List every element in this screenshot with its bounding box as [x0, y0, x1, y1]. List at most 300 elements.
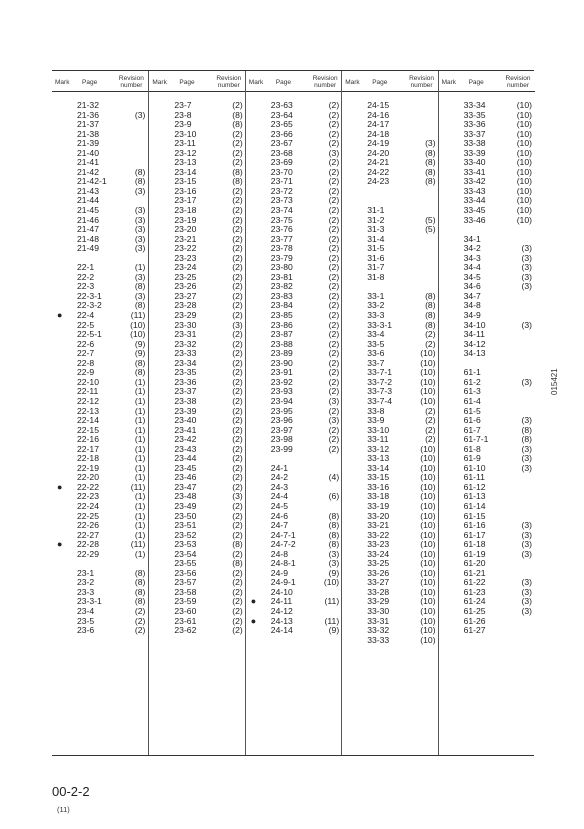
revision-cell: (2) — [328, 252, 340, 263]
revision-cell: (3) — [328, 147, 340, 158]
revision-cell: (2) — [232, 185, 243, 196]
page-cell: 33-25 — [367, 558, 390, 569]
revision-cell: (2) — [232, 596, 243, 607]
page-cell: 22-5 — [77, 319, 95, 330]
table-row — [52, 368, 148, 378]
revision-cell: (2) — [232, 147, 243, 158]
page-cell: 33-3 — [367, 310, 385, 321]
page-cell: 22-23 — [77, 491, 99, 502]
page-cell: 23-81 — [270, 271, 293, 282]
revision-cell: (10) — [516, 100, 532, 110]
revision-cell: (2) — [328, 243, 340, 254]
page-cell: 22-10 — [77, 376, 99, 387]
page-cell: 23-19 — [174, 214, 197, 225]
header-mark: Mark — [55, 79, 70, 86]
table-row — [52, 521, 148, 531]
page-cell: 61-3 — [463, 386, 481, 397]
page-cell: 23-77 — [270, 233, 293, 244]
revision-cell: (2) — [134, 605, 146, 616]
page-cell: 24-8-1 — [270, 558, 296, 569]
revision-cell: (3) — [232, 491, 243, 502]
page-cell: 23-76 — [270, 224, 293, 235]
header-mark: Mark — [441, 79, 457, 86]
column-group-1 — [52, 71, 148, 755]
revision-cell: (10) — [516, 157, 532, 168]
page-cell: 61-11 — [463, 472, 485, 483]
page-cell: 22-14 — [77, 415, 99, 426]
table-row — [52, 416, 148, 426]
revision-cell: (2) — [232, 605, 243, 616]
page-cell: 24-16 — [367, 109, 390, 120]
page-revision: (11) — [57, 805, 70, 814]
page-cell: 23-72 — [270, 185, 293, 196]
page-cell: 22-27 — [77, 529, 99, 540]
page-cell: 21-36 — [77, 109, 99, 120]
revision-cell: (2) — [232, 481, 243, 492]
page-cell: 23-50 — [174, 510, 197, 521]
table-row — [246, 416, 342, 426]
page-cell: 33-12 — [367, 443, 390, 454]
revision-cell: (10) — [516, 147, 532, 158]
revision-cell: (2) — [232, 329, 243, 340]
column-group-2 — [148, 71, 245, 755]
revision-cell: (2) — [134, 625, 146, 636]
page-cell: 61-13 — [463, 491, 486, 502]
page-cell: 23-22 — [174, 243, 197, 254]
revision-cell: (2) — [232, 529, 243, 540]
revision-cell: (10) — [516, 214, 532, 225]
page-cell: 23-18 — [174, 205, 197, 216]
revision-cell: (2) — [232, 615, 243, 626]
table-row — [342, 263, 438, 273]
table-row — [342, 225, 438, 235]
page-cell: 23-40 — [174, 415, 197, 426]
table-row — [439, 292, 535, 302]
revision-cell: (2) — [328, 434, 340, 445]
revision-cell: (3) — [521, 596, 532, 607]
table-row — [52, 492, 148, 502]
revision-cell: (9) — [328, 625, 340, 636]
page-cell: 23-98 — [270, 434, 293, 445]
table-row — [342, 111, 438, 121]
revision-cell: (2) — [232, 205, 243, 216]
column-group-5 — [438, 71, 535, 755]
table-row — [439, 617, 535, 627]
page-cell: 21-43 — [77, 185, 99, 196]
page-cell: 33-38 — [463, 138, 486, 149]
page-cell: 23-33 — [174, 348, 197, 359]
revision-cell: (2) — [134, 615, 146, 626]
revision-cell: (10) — [420, 529, 436, 540]
page-cell: 24-10 — [270, 586, 293, 597]
page-cell: 61-2 — [463, 376, 481, 387]
page-cell: 23-63 — [270, 100, 293, 110]
page-cell: 61-27 — [463, 625, 486, 636]
revision-cell: (8) — [134, 596, 146, 607]
table-row — [246, 512, 342, 522]
revision-cell: (2) — [232, 281, 243, 292]
revision-cell: (2) — [232, 300, 243, 311]
table-row — [342, 177, 438, 187]
page-cell: 23-21 — [174, 233, 197, 244]
table-row — [439, 550, 535, 560]
revision-cell: (8) — [425, 319, 436, 330]
table-row — [246, 158, 342, 168]
revision-cell: (2) — [425, 405, 436, 416]
revision-cell: (2) — [328, 348, 340, 359]
revision-cell: (8) — [328, 510, 340, 521]
header-mark: Mark — [248, 79, 264, 86]
page-cell: 33-37 — [463, 128, 486, 139]
page-cell: 21-48 — [77, 233, 99, 244]
revision-cell: (8) — [425, 310, 436, 321]
revision-cell: (2) — [328, 338, 340, 349]
table-row — [52, 111, 148, 121]
table-row — [439, 559, 535, 569]
table-row — [439, 464, 535, 474]
revision-cell: (2) — [232, 233, 243, 244]
page-cell: 24-18 — [367, 128, 390, 139]
revision-cell: (3) — [134, 214, 146, 225]
page-cell: 22-15 — [77, 424, 99, 435]
page-cell: 23-93 — [270, 386, 293, 397]
page-cell: 31-7 — [367, 262, 385, 273]
header-revision: Revision number — [409, 75, 435, 89]
page-cell: 34-7 — [463, 290, 481, 301]
page-cell: 23-79 — [270, 252, 293, 263]
revision-cell: (2) — [232, 243, 243, 254]
revision-cell: (3) — [328, 558, 340, 569]
page-cell: 33-46 — [463, 214, 486, 225]
page-cell: 22-13 — [77, 405, 99, 416]
revision-cell: (2) — [425, 415, 436, 426]
table-row — [439, 359, 535, 369]
page-cell: 23-15 — [174, 176, 197, 187]
page-cell: 22-19 — [77, 462, 99, 473]
page-cell: 33-20 — [367, 510, 390, 521]
revision-cell: (2) — [232, 195, 243, 206]
revision-cell: (3) — [521, 453, 532, 464]
table-row — [52, 130, 148, 140]
table-row — [342, 244, 438, 254]
page-cell: 21-32 — [77, 100, 99, 110]
table-row — [246, 359, 342, 369]
revision-cell: (5) — [425, 224, 436, 235]
column-header — [439, 71, 535, 92]
page-cell: 24-22 — [367, 166, 390, 177]
revision-cell: (3) — [521, 462, 532, 473]
page-cell: 23-8 — [174, 109, 192, 120]
page-cell: 23-49 — [174, 500, 197, 511]
revision-cell: (2) — [328, 376, 340, 387]
page-cell: 33-45 — [463, 205, 486, 216]
revision-cell: (2) — [328, 443, 340, 454]
page-cell: 33-44 — [463, 195, 486, 206]
page-cell: 23-87 — [270, 329, 293, 340]
revision-cell: (8) — [134, 586, 146, 597]
revision-cell: (2) — [232, 453, 243, 464]
page-cell: 31-3 — [367, 224, 385, 235]
table-row — [52, 158, 148, 168]
revision-cell: (3) — [134, 233, 146, 244]
page-cell: 21-42-1 — [77, 176, 107, 187]
table-row — [52, 387, 148, 397]
page-cell: 23-65 — [270, 119, 293, 130]
page-cell: 61-12 — [463, 481, 486, 492]
page-cell: 21-47 — [77, 224, 99, 235]
revision-cell: (8) — [134, 281, 146, 292]
revision-cell: (2) — [328, 329, 340, 340]
revision-cell: (2) — [328, 100, 340, 110]
revision-cell: (2) — [328, 319, 340, 330]
table-row — [439, 340, 535, 350]
revision-cell: (3) — [521, 605, 532, 616]
column-group-4 — [341, 71, 438, 755]
table-row — [52, 235, 148, 245]
table-row — [246, 225, 342, 235]
table-row — [246, 368, 342, 378]
page-cell: 23-46 — [174, 472, 197, 483]
table-row — [52, 426, 148, 436]
page-cell: 23-74 — [270, 205, 293, 216]
revision-cell: (2) — [232, 520, 243, 531]
revision-cell: (2) — [232, 395, 243, 406]
table-row — [439, 216, 535, 226]
table-row — [52, 607, 148, 617]
page-cell: 23-58 — [174, 586, 197, 597]
page-cell: 34-3 — [463, 252, 481, 263]
page-cell: 22-6 — [77, 338, 95, 349]
revision-cell: (8) — [425, 290, 436, 301]
table-row — [439, 502, 535, 512]
revision-cell: (5) — [425, 214, 436, 225]
document-code: 015421 — [550, 368, 559, 395]
page-cell: 61-23 — [463, 586, 486, 597]
revision-cell: (10) — [420, 472, 436, 483]
page-cell: 23-35 — [174, 367, 197, 378]
page-cell: 23-59 — [174, 596, 197, 607]
page-cell: 61-7 — [463, 424, 481, 435]
page-cell: 33-30 — [367, 605, 390, 616]
revision-cell: (10) — [420, 500, 436, 511]
revision-cell: (2) — [232, 472, 243, 483]
page-cell: 23-61 — [174, 615, 197, 626]
revision-cell: (10) — [420, 367, 436, 378]
page-cell: 23-44 — [174, 453, 197, 464]
revision-cell: (6) — [328, 491, 340, 502]
page-cell: 61-25 — [463, 605, 486, 616]
page-cell: 23-70 — [270, 166, 293, 177]
table-row — [246, 407, 342, 417]
mark-cell: ● — [250, 615, 257, 626]
table-row — [342, 187, 438, 197]
revision-cell: (10) — [420, 510, 436, 521]
revision-cell: (3) — [134, 224, 146, 235]
page-cell: 24-9-1 — [270, 577, 296, 588]
page-cell: 34-5 — [463, 271, 481, 282]
revision-cell: (2) — [232, 567, 243, 578]
page-cell: 21-41 — [77, 157, 99, 168]
revision-cell: (3) — [328, 548, 340, 559]
revision-cell: (3) — [328, 395, 340, 406]
revision-cell: (2) — [328, 214, 340, 225]
revision-cell: (2) — [328, 386, 340, 397]
revision-cell: (2) — [232, 310, 243, 321]
page-cell: 23-56 — [174, 567, 197, 578]
revision-cell: (10) — [420, 395, 436, 406]
revision-cell: (3) — [425, 138, 436, 149]
page-cell: 61-4 — [463, 395, 481, 406]
page-cell: 33-7-3 — [367, 386, 393, 397]
revision-cell: (10) — [420, 567, 436, 578]
header-revision: Revision number — [505, 75, 531, 89]
revision-cell: (10) — [420, 462, 436, 473]
revision-cell: (10) — [516, 176, 532, 187]
table-row — [52, 101, 148, 111]
table-row — [52, 512, 148, 522]
table-row — [246, 177, 342, 187]
revision-cell: (2) — [328, 424, 340, 435]
table-row — [439, 225, 535, 235]
page-cell: 31-2 — [367, 214, 385, 225]
revision-cell: (2) — [232, 262, 243, 273]
revision-cell: (11) — [130, 539, 146, 550]
page-cell: 22-18 — [77, 453, 99, 464]
table-row — [52, 407, 148, 417]
revision-cell: (2) — [232, 100, 243, 110]
table-row — [246, 149, 342, 159]
page-cell: 23-31 — [174, 329, 197, 340]
page-cell: 22-29 — [77, 548, 99, 559]
table-row — [342, 235, 438, 245]
page-cell: 24-2 — [270, 472, 288, 483]
table-row — [439, 301, 535, 311]
revision-cell: (3) — [521, 319, 532, 330]
revision-cell: (2) — [232, 376, 243, 387]
revision-cell: (1) — [134, 262, 146, 273]
revision-cell: (10) — [516, 138, 532, 149]
page-cell: 33-22 — [367, 529, 390, 540]
page-cell: 61-17 — [463, 529, 486, 540]
table-row — [246, 273, 342, 283]
page-cell: 33-11 — [367, 434, 389, 445]
page-cell: 33-16 — [367, 481, 390, 492]
page-cell: 22-4 — [77, 310, 95, 321]
revision-cell: (3) — [521, 415, 532, 426]
table-row — [246, 617, 342, 627]
page-cell: 33-34 — [463, 100, 486, 110]
page-cell: 23-37 — [174, 386, 197, 397]
revision-cell: (9) — [328, 567, 340, 578]
page-cell: 33-39 — [463, 147, 486, 158]
table-row — [52, 569, 148, 579]
page-cell: 33-26 — [367, 567, 390, 578]
revision-cell: (9) — [134, 348, 146, 359]
page-cell: 61-6 — [463, 415, 481, 426]
page-cell: 23-24 — [174, 262, 197, 273]
page-cell: 21-37 — [77, 119, 99, 130]
page-cell: 23-86 — [270, 319, 293, 330]
table-row — [246, 454, 342, 464]
page-cell: 23-29 — [174, 310, 197, 321]
page-cell: 33-6 — [367, 348, 385, 359]
table-row — [52, 397, 148, 407]
table-row — [52, 464, 148, 474]
table-row — [52, 139, 148, 149]
revision-cell: (1) — [134, 529, 146, 540]
table-row — [439, 321, 535, 331]
table-row — [246, 387, 342, 397]
revision-cell: (2) — [232, 214, 243, 225]
page-cell: 23-5 — [77, 615, 95, 626]
page-cell: 22-28 — [77, 539, 99, 550]
table-row — [439, 483, 535, 493]
revision-cell: (2) — [425, 329, 436, 340]
page-cell: 22-3-1 — [77, 290, 102, 301]
mark-cell: ● — [57, 481, 63, 492]
page-cell: 61-1 — [463, 367, 481, 378]
page-cell: 23-4 — [77, 605, 95, 616]
revision-cell: (2) — [328, 185, 340, 196]
page-cell: 23-26 — [174, 281, 197, 292]
page-cell: 23-69 — [270, 157, 293, 168]
page-cell: 23-38 — [174, 395, 197, 406]
revision-cell: (10) — [420, 625, 436, 636]
revision-cell: (2) — [328, 300, 340, 311]
revision-cell: (3) — [521, 520, 532, 531]
revision-cell: (2) — [232, 252, 243, 263]
page-cell: 22-2 — [77, 271, 95, 282]
page-cell: 24-20 — [367, 147, 390, 158]
revision-cell: (1) — [134, 462, 146, 473]
page-cell: 31-6 — [367, 252, 385, 263]
page-cell: 23-71 — [270, 176, 293, 187]
revision-cell: (10) — [420, 605, 436, 616]
page-cell: 22-8 — [77, 357, 95, 368]
revision-cell: (10) — [516, 205, 532, 216]
revision-cell: (1) — [134, 548, 146, 559]
page-cell: 31-1 — [367, 205, 385, 216]
revision-cell: (10) — [516, 166, 532, 177]
page-cell: 23-89 — [270, 348, 293, 359]
page-cell: 22-7 — [77, 348, 95, 359]
page-cell: 33-13 — [367, 453, 390, 464]
revision-cell: (8) — [232, 119, 243, 130]
page-cell: 61-5 — [463, 405, 481, 416]
revision-cell: (1) — [134, 453, 146, 464]
page-cell: 22-3 — [77, 281, 95, 292]
revision-cell: (8) — [134, 567, 146, 578]
table-row — [246, 139, 342, 149]
revision-cell: (2) — [328, 262, 340, 273]
revision-cell: (2) — [328, 310, 340, 321]
page-cell: 23-57 — [174, 577, 197, 588]
page-cell: 33-9 — [367, 415, 385, 426]
page-cell: 24-11 — [270, 596, 293, 607]
table-row — [52, 149, 148, 159]
page-cell: 33-7 — [367, 357, 385, 368]
page-cell: 23-10 — [174, 128, 197, 139]
revision-cell: (2) — [328, 233, 340, 244]
page-cell: 23-96 — [270, 415, 293, 426]
table-row — [52, 263, 148, 273]
revision-cell: (2) — [232, 443, 243, 454]
page-cell: 24-5 — [270, 500, 288, 511]
revision-cell: (1) — [134, 500, 146, 511]
revision-cell: (2) — [328, 138, 340, 149]
table-row — [52, 597, 148, 607]
page-cell: 33-31 — [367, 615, 390, 626]
